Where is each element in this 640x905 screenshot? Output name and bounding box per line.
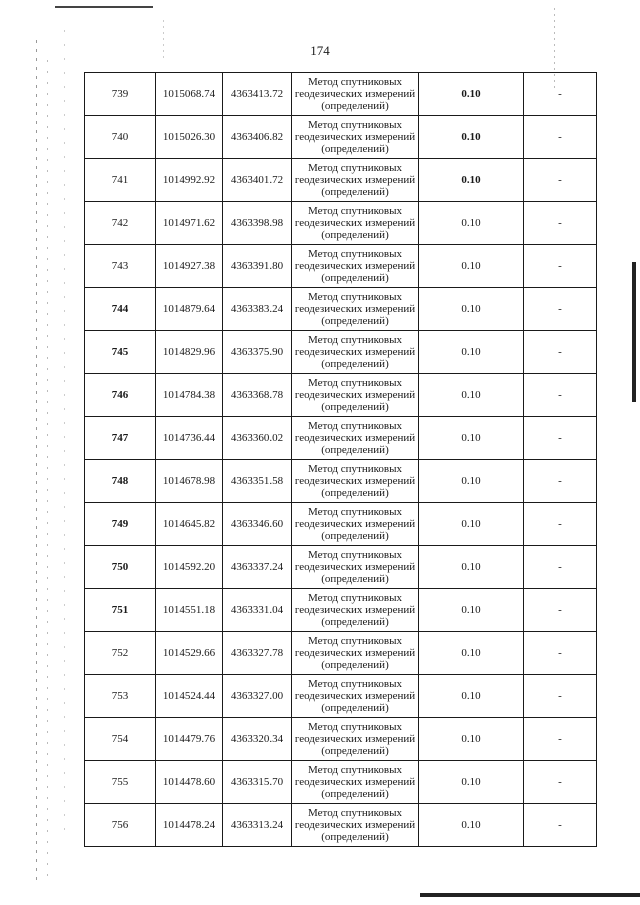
y-coordinate-cell: 4363320.34 xyxy=(223,718,292,761)
x-coordinate-cell: 1014645.82 xyxy=(156,503,223,546)
point-number-cell: 744 xyxy=(85,288,156,331)
accuracy-cell: 0.10 xyxy=(419,675,524,718)
method-line: (определений) xyxy=(321,444,389,456)
method-line: (определений) xyxy=(321,401,389,413)
table-row xyxy=(85,116,597,159)
scan-artifact-top-rule xyxy=(55,6,153,8)
description-cell: - xyxy=(524,546,597,589)
point-number-cell: 747 xyxy=(85,417,156,460)
accuracy-cell: 0.10 xyxy=(419,761,524,804)
x-coordinate-cell: 1014592.20 xyxy=(156,546,223,589)
method-cell xyxy=(292,761,419,804)
method-line: Метод спутниковых xyxy=(308,463,402,475)
accuracy-cell: 0.10 xyxy=(419,245,524,288)
description-cell: - xyxy=(524,288,597,331)
description-cell: - xyxy=(524,374,597,417)
y-coordinate-cell: 4363313.24 xyxy=(223,804,292,847)
x-coordinate-cell: 1014879.64 xyxy=(156,288,223,331)
accuracy-cell: 0.10 xyxy=(419,460,524,503)
method-line: Метод спутниковых xyxy=(308,721,402,733)
method-cell xyxy=(292,417,419,460)
x-coordinate-cell: 1014992.92 xyxy=(156,159,223,202)
method-line: Метод спутниковых xyxy=(308,549,402,561)
y-coordinate-cell: 4363413.72 xyxy=(223,73,292,116)
method-line: геодезических измерений xyxy=(294,217,416,229)
description-cell: - xyxy=(524,503,597,546)
method-line: геодезических измерений xyxy=(294,389,416,401)
method-cell xyxy=(292,331,419,374)
accuracy-cell: 0.10 xyxy=(419,159,524,202)
table-row xyxy=(85,159,597,202)
accuracy-cell: 0.10 xyxy=(419,804,524,847)
method-line: геодезических измерений xyxy=(294,346,416,358)
point-number-cell: 741 xyxy=(85,159,156,202)
x-coordinate-cell: 1014478.60 xyxy=(156,761,223,804)
point-number-cell: 756 xyxy=(85,804,156,847)
method-line: геодезических измерений xyxy=(294,88,416,100)
x-coordinate-cell: 1014784.38 xyxy=(156,374,223,417)
method-line: Метод спутниковых xyxy=(308,162,402,174)
point-number-cell: 751 xyxy=(85,589,156,632)
method-line: Метод спутниковых xyxy=(308,635,402,647)
method-line: геодезических измерений xyxy=(294,260,416,272)
method-line: (определений) xyxy=(321,487,389,499)
method-line: (определений) xyxy=(321,788,389,800)
accuracy-cell: 0.10 xyxy=(419,589,524,632)
table-row xyxy=(85,331,597,374)
method-cell xyxy=(292,589,419,632)
method-line: Метод спутниковых xyxy=(308,119,402,131)
method-line: (определений) xyxy=(321,573,389,585)
table-row xyxy=(85,374,597,417)
method-line: Метод спутниковых xyxy=(308,248,402,260)
y-coordinate-cell: 4363331.04 xyxy=(223,589,292,632)
method-line: геодезических измерений xyxy=(294,518,416,530)
accuracy-cell: 0.10 xyxy=(419,73,524,116)
description-cell: - xyxy=(524,417,597,460)
description-cell: - xyxy=(524,245,597,288)
method-line: геодезических измерений xyxy=(294,733,416,745)
y-coordinate-cell: 4363368.78 xyxy=(223,374,292,417)
method-line: геодезических измерений xyxy=(294,647,416,659)
accuracy-cell: 0.10 xyxy=(419,632,524,675)
y-coordinate-cell: 4363351.58 xyxy=(223,460,292,503)
scan-artifact-left-margin-3 xyxy=(64,30,65,830)
point-number-cell: 748 xyxy=(85,460,156,503)
accuracy-cell: 0.10 xyxy=(419,331,524,374)
method-cell xyxy=(292,804,419,847)
table-row xyxy=(85,761,597,804)
method-line: Метод спутниковых xyxy=(308,76,402,88)
y-coordinate-cell: 4363346.60 xyxy=(223,503,292,546)
method-line: Метод спутниковых xyxy=(308,592,402,604)
method-line: (определений) xyxy=(321,272,389,284)
method-cell xyxy=(292,546,419,589)
y-coordinate-cell: 4363383.24 xyxy=(223,288,292,331)
method-cell xyxy=(292,202,419,245)
x-coordinate-cell: 1014524.44 xyxy=(156,675,223,718)
method-line: Метод спутниковых xyxy=(308,506,402,518)
method-cell xyxy=(292,288,419,331)
point-number-cell: 743 xyxy=(85,245,156,288)
method-cell xyxy=(292,675,419,718)
description-cell: - xyxy=(524,804,597,847)
x-coordinate-cell: 1014478.24 xyxy=(156,804,223,847)
method-cell xyxy=(292,718,419,761)
x-coordinate-cell: 1014479.76 xyxy=(156,718,223,761)
point-number-cell: 740 xyxy=(85,116,156,159)
y-coordinate-cell: 4363360.02 xyxy=(223,417,292,460)
accuracy-cell: 0.10 xyxy=(419,546,524,589)
coordinates-table-body xyxy=(85,73,597,847)
x-coordinate-cell: 1015026.30 xyxy=(156,116,223,159)
method-line: геодезических измерений xyxy=(294,174,416,186)
method-line: (определений) xyxy=(321,358,389,370)
y-coordinate-cell: 4363391.80 xyxy=(223,245,292,288)
method-line: геодезических измерений xyxy=(294,776,416,788)
method-cell xyxy=(292,503,419,546)
method-line: Метод спутниковых xyxy=(308,291,402,303)
description-cell: - xyxy=(524,718,597,761)
table-row xyxy=(85,632,597,675)
table-row xyxy=(85,460,597,503)
method-cell xyxy=(292,159,419,202)
point-number-cell: 753 xyxy=(85,675,156,718)
y-coordinate-cell: 4363327.78 xyxy=(223,632,292,675)
accuracy-cell: 0.10 xyxy=(419,202,524,245)
description-cell: - xyxy=(524,761,597,804)
accuracy-cell: 0.10 xyxy=(419,116,524,159)
scan-artifact-right-edge xyxy=(632,262,636,402)
method-line: геодезических измерений xyxy=(294,690,416,702)
method-cell xyxy=(292,632,419,675)
y-coordinate-cell: 4363337.24 xyxy=(223,546,292,589)
method-line: Метод спутниковых xyxy=(308,764,402,776)
description-cell: - xyxy=(524,116,597,159)
method-line: (определений) xyxy=(321,315,389,327)
method-cell xyxy=(292,374,419,417)
table-row xyxy=(85,288,597,331)
y-coordinate-cell: 4363406.82 xyxy=(223,116,292,159)
x-coordinate-cell: 1014736.44 xyxy=(156,417,223,460)
x-coordinate-cell: 1014678.98 xyxy=(156,460,223,503)
table-row xyxy=(85,589,597,632)
method-line: (определений) xyxy=(321,229,389,241)
point-number-cell: 750 xyxy=(85,546,156,589)
x-coordinate-cell: 1014971.62 xyxy=(156,202,223,245)
method-line: геодезических измерений xyxy=(294,604,416,616)
method-line: геодезических измерений xyxy=(294,303,416,315)
method-line: Метод спутниковых xyxy=(308,377,402,389)
method-cell xyxy=(292,116,419,159)
description-cell: - xyxy=(524,632,597,675)
description-cell: - xyxy=(524,159,597,202)
method-line: (определений) xyxy=(321,659,389,671)
accuracy-cell: 0.10 xyxy=(419,718,524,761)
accuracy-cell: 0.10 xyxy=(419,288,524,331)
method-line: геодезических измерений xyxy=(294,475,416,487)
method-cell xyxy=(292,460,419,503)
table-row xyxy=(85,73,597,116)
x-coordinate-cell: 1015068.74 xyxy=(156,73,223,116)
table-row xyxy=(85,718,597,761)
accuracy-cell: 0.10 xyxy=(419,374,524,417)
method-line: геодезических измерений xyxy=(294,561,416,573)
y-coordinate-cell: 4363401.72 xyxy=(223,159,292,202)
description-cell: - xyxy=(524,73,597,116)
method-line: (определений) xyxy=(321,100,389,112)
method-line: геодезических измерений xyxy=(294,131,416,143)
method-line: Метод спутниковых xyxy=(308,334,402,346)
table-row xyxy=(85,417,597,460)
method-line: (определений) xyxy=(321,186,389,198)
x-coordinate-cell: 1014551.18 xyxy=(156,589,223,632)
method-line: геодезических измерений xyxy=(294,819,416,831)
method-line: (определений) xyxy=(321,745,389,757)
method-line: (определений) xyxy=(321,530,389,542)
y-coordinate-cell: 4363327.00 xyxy=(223,675,292,718)
table-row xyxy=(85,202,597,245)
method-line: Метод спутниковых xyxy=(308,678,402,690)
scan-artifact-left-margin xyxy=(36,40,37,880)
point-number-cell: 739 xyxy=(85,73,156,116)
method-line: (определений) xyxy=(321,616,389,628)
point-number-cell: 749 xyxy=(85,503,156,546)
method-line: геодезических измерений xyxy=(294,432,416,444)
point-number-cell: 755 xyxy=(85,761,156,804)
x-coordinate-cell: 1014829.96 xyxy=(156,331,223,374)
table-row xyxy=(85,245,597,288)
y-coordinate-cell: 4363375.90 xyxy=(223,331,292,374)
method-cell xyxy=(292,73,419,116)
accuracy-cell: 0.10 xyxy=(419,417,524,460)
description-cell: - xyxy=(524,589,597,632)
y-coordinate-cell: 4363315.70 xyxy=(223,761,292,804)
method-line: Метод спутниковых xyxy=(308,205,402,217)
table-row xyxy=(85,804,597,847)
table-row xyxy=(85,546,597,589)
x-coordinate-cell: 1014927.38 xyxy=(156,245,223,288)
point-number-cell: 746 xyxy=(85,374,156,417)
accuracy-cell: 0.10 xyxy=(419,503,524,546)
y-coordinate-cell: 4363398.98 xyxy=(223,202,292,245)
table-row xyxy=(85,675,597,718)
method-line: Метод спутниковых xyxy=(308,807,402,819)
point-number-cell: 754 xyxy=(85,718,156,761)
description-cell: - xyxy=(524,460,597,503)
method-line: (определений) xyxy=(321,143,389,155)
scan-artifact-bottom-edge xyxy=(420,893,640,897)
scan-artifact-left-margin-2 xyxy=(47,60,48,880)
method-cell xyxy=(292,245,419,288)
description-cell: - xyxy=(524,331,597,374)
description-cell: - xyxy=(524,202,597,245)
x-coordinate-cell: 1014529.66 xyxy=(156,632,223,675)
coordinates-table xyxy=(84,72,597,847)
point-number-cell: 745 xyxy=(85,331,156,374)
table-row xyxy=(85,503,597,546)
point-number-cell: 742 xyxy=(85,202,156,245)
method-line: (определений) xyxy=(321,831,389,843)
method-line: Метод спутниковых xyxy=(308,420,402,432)
description-cell: - xyxy=(524,675,597,718)
point-number-cell: 752 xyxy=(85,632,156,675)
method-line: (определений) xyxy=(321,702,389,714)
page-number: 174 xyxy=(310,43,330,58)
